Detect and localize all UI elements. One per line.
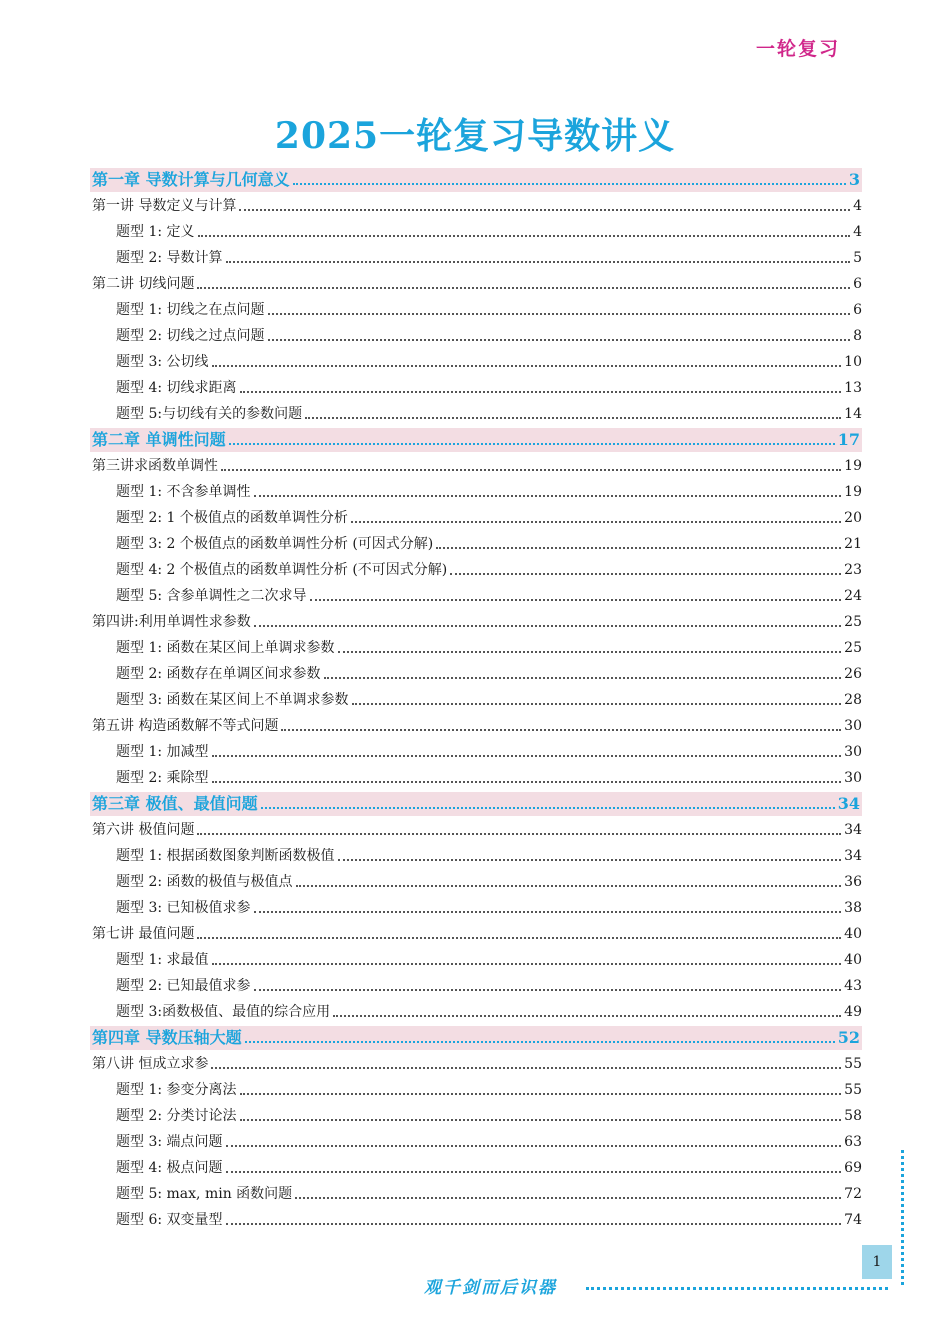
toc-entry-page: 74 <box>844 1212 862 1228</box>
toc-entry-label: 题型 2: 1 个极值点的函数单调性分析 <box>116 510 348 526</box>
toc-entry-page: 58 <box>844 1108 862 1124</box>
toc-leader-dots <box>245 1041 835 1043</box>
toc-chapter[interactable] <box>90 1026 862 1050</box>
toc-leader-dots <box>254 911 842 913</box>
toc-entry-label: 第四章 导数压轴大题 <box>92 1028 242 1047</box>
toc-leader-dots <box>310 599 842 601</box>
toc-entry-label: 第三章 极值、最值问题 <box>92 794 258 813</box>
toc-lecture[interactable] <box>90 817 862 843</box>
toc-topic[interactable] <box>90 661 862 687</box>
toc-entry-page: 28 <box>844 692 862 708</box>
toc-entry-label: 题型 3: 端点问题 <box>116 1134 223 1150</box>
toc-leader-dots <box>268 339 851 341</box>
toc-lecture[interactable] <box>90 271 862 297</box>
toc-topic[interactable] <box>90 401 862 427</box>
toc-entry-page: 49 <box>844 1004 862 1020</box>
toc-entry-label: 第一章 导数计算与几何意义 <box>92 170 290 189</box>
toc-entry-label: 题型 3:函数极值、最值的综合应用 <box>116 1004 331 1020</box>
toc-entry-label: 题型 2: 导数计算 <box>116 250 223 266</box>
toc-topic[interactable] <box>90 895 862 921</box>
toc-entry-page: 40 <box>844 926 862 942</box>
toc-entry-page: 21 <box>844 536 862 552</box>
toc-entry-page: 6 <box>853 276 862 292</box>
toc-topic[interactable] <box>90 765 862 791</box>
toc-topic[interactable] <box>90 505 862 531</box>
toc-entry-page: 63 <box>844 1134 862 1150</box>
toc-topic[interactable] <box>90 635 862 661</box>
toc-topic[interactable] <box>90 297 862 323</box>
toc-entry-page: 6 <box>853 302 862 318</box>
toc-entry-page: 8 <box>853 328 862 344</box>
toc-leader-dots <box>221 469 841 471</box>
toc-entry-label: 第四讲:利用单调性求参数 <box>92 614 251 630</box>
toc-leader-dots <box>305 417 841 419</box>
toc-entry-page: 17 <box>837 430 860 449</box>
toc-entry-label: 题型 1: 加减型 <box>116 744 209 760</box>
toc-entry-label: 题型 1: 函数在某区间上单调求参数 <box>116 640 335 656</box>
toc-leader-dots <box>212 781 842 783</box>
toc-entry-page: 36 <box>844 874 862 890</box>
toc-entry-page: 19 <box>844 484 862 500</box>
toc-topic[interactable] <box>90 531 862 557</box>
toc-leader-dots <box>229 443 835 445</box>
toc-entry-page: 34 <box>837 794 860 813</box>
toc-leader-dots <box>226 1223 842 1225</box>
toc-leader-dots <box>212 755 842 757</box>
toc-leader-dots <box>352 703 842 705</box>
toc-leader-dots <box>293 183 846 185</box>
toc-leader-dots <box>240 1119 842 1121</box>
toc-entry-label: 题型 5: max, min 函数问题 <box>116 1186 293 1202</box>
toc-entry-label: 题型 1: 切线之在点问题 <box>116 302 265 318</box>
toc-entry-label: 第二章 单调性问题 <box>92 430 226 449</box>
toc-leader-dots <box>226 261 851 263</box>
toc-topic[interactable] <box>90 973 862 999</box>
toc-entry-label: 题型 1: 根据函数图象判断函数极值 <box>116 848 335 864</box>
toc-topic[interactable] <box>90 583 862 609</box>
toc-leader-dots <box>212 963 842 965</box>
toc-entry-label: 题型 1: 求最值 <box>116 952 209 968</box>
margin-dotted-line <box>901 1150 908 1285</box>
toc-leader-dots <box>239 209 850 211</box>
toc-entry-page: 52 <box>837 1028 860 1047</box>
toc-entry-label: 题型 5:与切线有关的参数问题 <box>116 406 303 422</box>
toc-lecture[interactable] <box>90 1051 862 1077</box>
footer-dotted-line <box>586 1287 888 1290</box>
toc-leader-dots <box>436 547 841 549</box>
toc-entry-page: 55 <box>844 1082 862 1098</box>
toc-topic[interactable] <box>90 1207 862 1233</box>
toc-entry-page: 25 <box>844 614 862 630</box>
toc-entry-label: 第七讲 最值问题 <box>92 926 195 942</box>
toc-entry-page: 30 <box>844 718 862 734</box>
toc-leader-dots <box>281 729 841 731</box>
toc-leader-dots <box>198 235 851 237</box>
toc-entry-page: 30 <box>844 744 862 760</box>
toc-entry-page: 4 <box>853 198 862 214</box>
toc-topic[interactable] <box>90 1129 862 1155</box>
toc-leader-dots <box>338 859 842 861</box>
toc-lecture[interactable] <box>90 609 862 635</box>
toc-leader-dots <box>240 391 842 393</box>
toc-leader-dots <box>197 833 841 835</box>
toc-entry-page: 23 <box>844 562 862 578</box>
toc-entry-label: 题型 3: 函数在某区间上不单调求参数 <box>116 692 349 708</box>
toc-topic[interactable] <box>90 375 862 401</box>
document-title: 2025一轮复习导数讲义 <box>274 115 676 157</box>
toc-leader-dots <box>197 937 841 939</box>
toc-leader-dots <box>351 521 841 523</box>
toc-topic[interactable] <box>90 1103 862 1129</box>
toc-leader-dots <box>268 313 851 315</box>
toc-leader-dots <box>450 573 841 575</box>
toc-entry-label: 题型 2: 函数存在单调区间求参数 <box>116 666 321 682</box>
toc-entry-label: 题型 2: 乘除型 <box>116 770 209 786</box>
toc-entry-label: 题型 6: 双变量型 <box>116 1212 223 1228</box>
toc-leader-dots <box>338 651 842 653</box>
toc-entry-page: 38 <box>844 900 862 916</box>
toc-entry-label: 题型 2: 函数的极值与极值点 <box>116 874 293 890</box>
toc-leader-dots <box>295 1197 841 1199</box>
toc-entry-label: 题型 4: 切线求距离 <box>116 380 237 396</box>
toc-entry-page: 34 <box>844 822 862 838</box>
toc-entry-label: 第五讲 构造函数解不等式问题 <box>92 718 279 734</box>
toc-entry-label: 题型 3: 公切线 <box>116 354 209 370</box>
toc-entry-label: 题型 1: 参变分离法 <box>116 1082 237 1098</box>
toc-entry-page: 26 <box>844 666 862 682</box>
toc-chapter[interactable] <box>90 792 862 816</box>
toc-entry-page: 43 <box>844 978 862 994</box>
toc-entry-page: 55 <box>844 1056 862 1072</box>
toc-topic[interactable] <box>90 843 862 869</box>
toc-entry-page: 72 <box>844 1186 862 1202</box>
toc-entry-page: 10 <box>844 354 862 370</box>
toc-entry-label: 题型 4: 极点问题 <box>116 1160 223 1176</box>
toc-topic[interactable] <box>90 1077 862 1103</box>
toc-topic[interactable] <box>90 245 862 271</box>
toc-entry-label: 第一讲 导数定义与计算 <box>92 198 237 214</box>
toc-topic[interactable] <box>90 947 862 973</box>
toc-leader-dots <box>333 1015 841 1017</box>
toc-topic[interactable] <box>90 323 862 349</box>
footer-motto: 观千剑而后识器 <box>424 1278 557 1298</box>
toc-entry-page: 34 <box>844 848 862 864</box>
toc-entry-page: 19 <box>844 458 862 474</box>
toc-leader-dots <box>254 989 842 991</box>
toc-entry-label: 题型 4: 2 个极值点的函数单调性分析 (不可因式分解) <box>116 562 448 578</box>
toc-topic[interactable] <box>90 557 862 583</box>
toc-lecture[interactable] <box>90 193 862 219</box>
toc-entry-page: 3 <box>848 170 860 189</box>
toc-entry-page: 40 <box>844 952 862 968</box>
toc-leader-dots <box>212 365 842 367</box>
toc-entry-label: 题型 3: 2 个极值点的函数单调性分析 (可因式分解) <box>116 536 434 552</box>
toc-leader-dots <box>254 495 842 497</box>
toc-leader-dots <box>226 1171 842 1173</box>
toc-topic[interactable] <box>90 1181 862 1207</box>
toc-leader-dots <box>261 807 835 809</box>
toc-entry-page: 13 <box>844 380 862 396</box>
toc-entry-label: 题型 2: 已知最值求参 <box>116 978 251 994</box>
toc-leader-dots <box>240 1093 842 1095</box>
toc-lecture[interactable] <box>90 713 862 739</box>
page-number: 1 <box>862 1245 892 1279</box>
toc-leader-dots <box>324 677 842 679</box>
toc-topic[interactable] <box>90 687 862 713</box>
toc-leader-dots <box>296 885 842 887</box>
toc-entry-page: 5 <box>853 250 862 266</box>
toc-entry-page: 20 <box>844 510 862 526</box>
header-tag: 一轮复习 <box>755 38 840 60</box>
toc-entry-label: 题型 5: 含参单调性之二次求导 <box>116 588 307 604</box>
toc-lecture[interactable] <box>90 453 862 479</box>
toc-topic[interactable] <box>90 1155 862 1181</box>
table-of-contents <box>90 167 862 1233</box>
toc-chapter[interactable] <box>90 168 862 192</box>
toc-entry-label: 第三讲求函数单调性 <box>92 458 218 474</box>
toc-topic[interactable] <box>90 869 862 895</box>
toc-topic[interactable] <box>90 349 862 375</box>
toc-entry-label: 题型 3: 已知极值求参 <box>116 900 251 916</box>
toc-topic[interactable] <box>90 739 862 765</box>
toc-leader-dots <box>254 625 841 627</box>
toc-lecture[interactable] <box>90 921 862 947</box>
toc-entry-page: 4 <box>853 224 862 240</box>
toc-entry-label: 第六讲 极值问题 <box>92 822 195 838</box>
toc-entry-page: 30 <box>844 770 862 786</box>
toc-topic[interactable] <box>90 479 862 505</box>
toc-topic[interactable] <box>90 999 862 1025</box>
toc-leader-dots <box>211 1067 841 1069</box>
toc-topic[interactable] <box>90 219 862 245</box>
toc-entry-label: 题型 1: 不含参单调性 <box>116 484 251 500</box>
toc-entry-page: 24 <box>844 588 862 604</box>
toc-entry-label: 题型 2: 分类讨论法 <box>116 1108 237 1124</box>
toc-entry-label: 第八讲 恒成立求参 <box>92 1056 209 1072</box>
toc-entry-label: 第二讲 切线问题 <box>92 276 195 292</box>
toc-chapter[interactable] <box>90 428 862 452</box>
toc-entry-page: 69 <box>844 1160 862 1176</box>
toc-entry-page: 14 <box>844 406 862 422</box>
toc-leader-dots <box>197 287 850 289</box>
toc-leader-dots <box>226 1145 842 1147</box>
toc-entry-label: 题型 2: 切线之过点问题 <box>116 328 265 344</box>
toc-entry-page: 25 <box>844 640 862 656</box>
toc-entry-label: 题型 1: 定义 <box>116 224 195 240</box>
